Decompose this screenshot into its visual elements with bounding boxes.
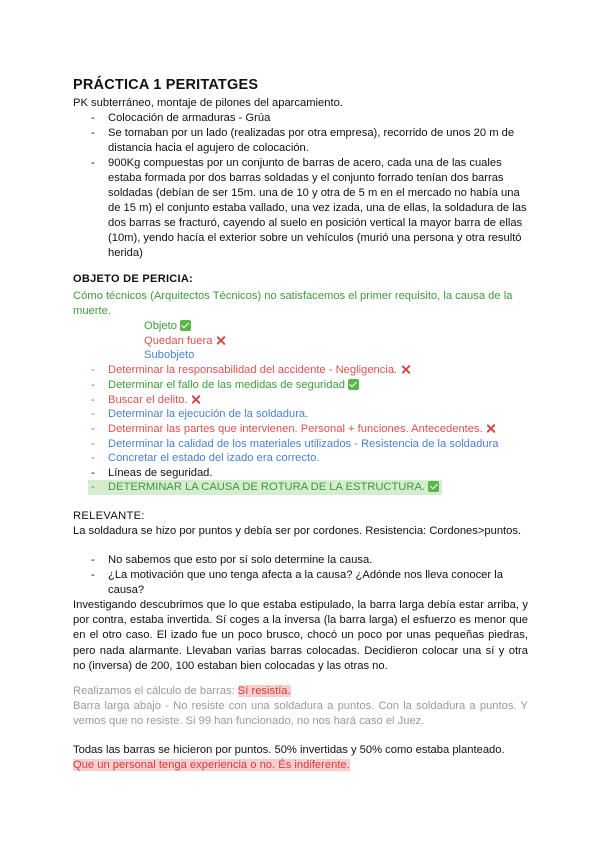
list-item-cont: estaba formada por dos barras soldadas y el conjunto forrado tenían dos barras <box>108 172 504 184</box>
objeto-green-line: Cómo técnicos (Arquitectos Técnicos) no satisfacemos el primer requisito, la causa de la <box>73 290 513 302</box>
list-item-cont: de 15 m) el conjunto estaba vallado, una vez izada, una de ellas, la soldadura de las <box>108 202 527 214</box>
list-dash: - <box>91 364 95 376</box>
legend-subobjeto: Subobjeto <box>144 349 195 361</box>
list-dash: - <box>91 452 95 464</box>
list-dash: - <box>91 481 95 493</box>
list-item: Se tomaban por un lado (realizadas por otra empresa), recorrido de unos 20 m de <box>108 127 515 139</box>
list-item-cont: soldadas (debían de ser 15m. una de 10 y otra de 5 m en el mercado no había una <box>108 187 520 199</box>
relevante-line: La soldadura se hizo por puntos y debía ser por cordones. Resistencia: Cordones>puntos. <box>73 525 522 537</box>
cross-icon <box>487 424 496 433</box>
calculo-paragraph: Barra larga abajo - No resiste con una soldadura a puntos. Con la soldadura a puntos. Y vemos que no resiste. Si 99 han funcionado, no nos hará caso el Juez. <box>73 700 528 728</box>
objeto-item: Concretar el estado del izado era correcto. <box>108 452 320 464</box>
cross-icon <box>216 336 225 345</box>
final-highlight-line: Que un personal tenga experiencia o no. És indiferente. <box>73 759 350 771</box>
check-icon <box>428 481 439 492</box>
objeto-item: Líneas de seguridad. <box>108 467 213 479</box>
list-item-cont: distancia hacia el agujero de colocación. <box>108 142 309 154</box>
objeto-item: Determinar la calidad de los materiales utilizados - Resistencia de la soldadura <box>108 438 499 450</box>
list-dash: - <box>91 408 95 420</box>
objeto-item: Determinar el fallo de las medidas de seguridad <box>108 378 359 393</box>
objeto-item-main: DETERMINAR LA CAUSA DE ROTURA DE LA ESTRUCTURA. <box>108 480 439 495</box>
list-item-cont: dos barras se fracturó, cayendo al suelo en posición vertical la mayor barra de ellas <box>108 217 523 229</box>
list-item-cont: herida) <box>108 247 143 259</box>
objeto-item: Buscar el delito. <box>108 393 201 408</box>
highlight-text: Sí resistía. <box>237 685 291 697</box>
list-dash: - <box>91 467 95 479</box>
objeto-heading: OBJETO DE PERICIA: <box>73 273 194 285</box>
legend-objeto: Objeto <box>144 319 191 334</box>
list-dash: - <box>91 438 95 450</box>
check-icon <box>180 320 191 331</box>
list-dash: - <box>91 554 95 566</box>
relevante-bullet: No sabemos que esto por sí solo determine la causa. <box>108 554 373 566</box>
list-dash: - <box>91 569 95 581</box>
list-dash: - <box>91 157 95 169</box>
cross-icon <box>401 365 410 374</box>
intro-line: PK subterráneo, montaje de pilones del aparcamiento. <box>73 97 343 109</box>
list-item: Colocación de armaduras - Grúa <box>108 112 271 124</box>
page-title: PRÁCTICA 1 PERITATGES <box>73 77 259 93</box>
final-line: Todas las barras se hicieron por puntos. 50% invertidas y 50% como estaba planteado. <box>73 744 505 756</box>
objeto-item: Determinar la ejecución de la soldadura. <box>108 408 309 420</box>
objeto-item: Determinar la responsabilidad del accidente - Negligencia. <box>108 363 410 378</box>
relevante-bullet: ¿La motivación que uno tenga afecta a la causa? ¿Adónde nos lleva conocer la <box>108 569 503 581</box>
legend-quedan-fuera: Quedan fuera <box>144 334 225 349</box>
investigation-paragraph: Investigando descubrimos que lo que estaba estipulado, la barra larga debía estar arriba, y por contra, estaba invertida. Sí coges a la inversa (la barra larga) el esfuerzo es menor que en el otro caso. El izado fue un poco brusco, chocó un poco por unas pequeñas piedras, pero nada alarmante. Llevaban varias barras colocadas. Decidieron colocar una sí y otra no (inversa) de 200, 100 estaban bien colocadas y las otras no. <box>73 599 528 672</box>
list-item: 900Kg compuestas por un conjunto de barras de acero, cada una de las cuales <box>108 157 502 169</box>
objeto-item: Determinar las partes que intervienen. Personal + funciones. Antecedentes. <box>108 422 496 437</box>
check-icon <box>348 379 359 390</box>
list-dash: - <box>91 127 95 139</box>
list-dash: - <box>91 112 95 124</box>
list-item-cont: (10m), yendo hacía el exterior sobre un vehículos (murió una persona y otra resultó <box>108 232 522 244</box>
cross-icon <box>192 395 201 404</box>
list-dash: - <box>91 423 95 435</box>
relevante-bullet-cont: causa? <box>108 584 145 596</box>
list-dash: - <box>91 394 95 406</box>
objeto-green-line: muerte. <box>73 305 111 317</box>
relevante-heading: RELEVANTE: <box>73 510 145 522</box>
list-dash: - <box>91 379 95 391</box>
calculo-line: Realizamos el cálculo de barras: Sí resistía. <box>73 685 291 697</box>
